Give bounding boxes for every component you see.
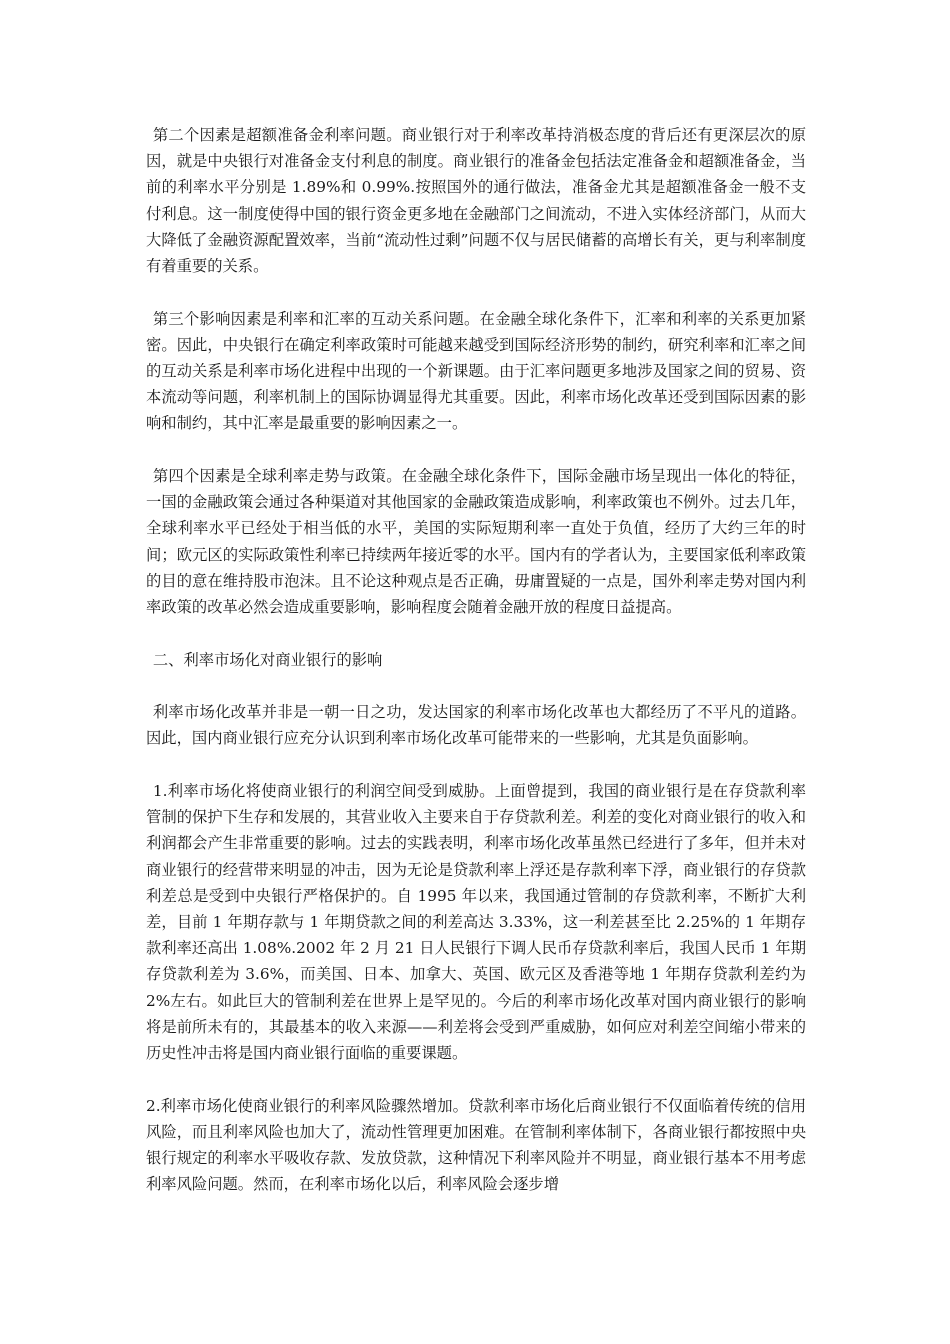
paragraph-factor-four: 第四个因素是全球利率走势与政策。在金融全球化条件下，国际金融市场呈现出一体化的特征，一国的金融政策会通过各种渠道对其他国家的金融政策造成影响，利率政策也不例外。过去几年，全球利率水平已经处于相当低的水平，美国的实际短期利率一直处于负值，经历了大约三年的时间；欧元区的实际政策性利率已持续两年接近零的水平。国内有的学者认为，主要国家低利率政策的目的意在维持股市泡沫。且不论这种观点是否正确，毋庸置疑的一点是，国外利率走势对国内利率政策的改革必然会造成重要影响，影响程度会随着金融开放的程度日益提高。 xyxy=(146,467,806,617)
paragraph-factor-three: 第三个影响因素是利率和汇率的互动关系问题。在金融全球化条件下，汇率和利率的关系更加紧密。因此，中央银行在确定利率政策时可能越来越受到国际经济形势的制约，研究利率和汇率之间的互动关系是利率市场化进程中出现的一个新课题。由于汇率问题更多地涉及国家之间的贸易、资本流动等问题，利率机制上的国际协调显得尤其重要。因此，利率市场化改革还受到国际因素的影响和制约，其中汇率是最重要的影响因素之一。 xyxy=(146,309,806,433)
paragraph-point-two: 2.利率市场化使商业银行的利率风险骤然增加。贷款利率市场化后商业银行不仅面临着传统的信用风险，而且利率风险也加大了，流动性管理更加困难。在管制利率体制下，各商业银行都按照中央银行规定的利率水平吸收存款、发放贷款，这种情况下利率风险并不明显，商业银行基本不用考虑利率风险问题。然而，在利率市场化以后，利率风险会逐步增 xyxy=(146,1096,806,1194)
document-page xyxy=(146,122,806,1224)
paragraph-intro: 利率市场化改革并非是一朝一日之功，发达国家的利率市场化改革也大都经历了不平凡的道路。因此，国内商业银行应充分认识到利率市场化改革可能带来的一些影响，尤其是负面影响。 xyxy=(146,703,806,748)
paragraph-factor-two: 第二个因素是超额准备金利率问题。商业银行对于利率改革持消极态度的背后还有更深层次的原因，就是中央银行对准备金支付利息的制度。商业银行的准备金包括法定准备金和超额准备金，当前的利率水平分别是 1.89%和 0.99%.按照国外的通行做法，准备金尤其是超额准备金一般不支付利息。这一制度使得中国的银行资金更多地在金融部门之间流动，不进入实体经济部门，从而大大降低了金融资源配置效率，当前“流动性过剩”问题不仅与居民储蓄的高增长有关，更与利率制度有着重要的关系。 xyxy=(146,126,806,276)
paragraph-point-one: 1.利率市场化将使商业银行的利润空间受到威胁。上面曾提到，我国的商业银行是在存贷款利率管制的保护下生存和发展的，其营业收入主要来自于存贷款利差。利差的变化对商业银行的收入和利润都会产生非常重要的影响。过去的实践表明，利率市场化改革虽然已经进行了多年，但并未对商业银行的经营带来明显的冲击，因为无论是贷款利率上浮还是存款利率下浮，商业银行的存贷款利差总是受到中央银行严格保护的。自 1995 年以来，我国通过管制的存贷款利率，不断扩大利差，目前 1 年期存款与 1 年期贷款之间的利差高达 3.33%，这一利差甚至比 2.25%的 1 年期存款利率还高出 1.08%.2002 年 2 月 21 日人民银行下调人民币存贷款利率后，我国人民币 1 年期存贷款利差为 3.6%，而美国、日本、加拿大、英国、欧元区及香港等地 1 年期存贷款利差约为 2%左右。如此巨大的管制利差在世界上是罕见的。今后的利率市场化改革对国内商业银行的影响将是前所未有的，其最基本的收入来源——利差将会受到严重威胁，如何应对利差空间缩小带来的历史性冲击将是国内商业银行面临的重要课题。 xyxy=(146,782,806,1063)
section-heading: 二、利率市场化对商业银行的影响 xyxy=(152,650,383,669)
